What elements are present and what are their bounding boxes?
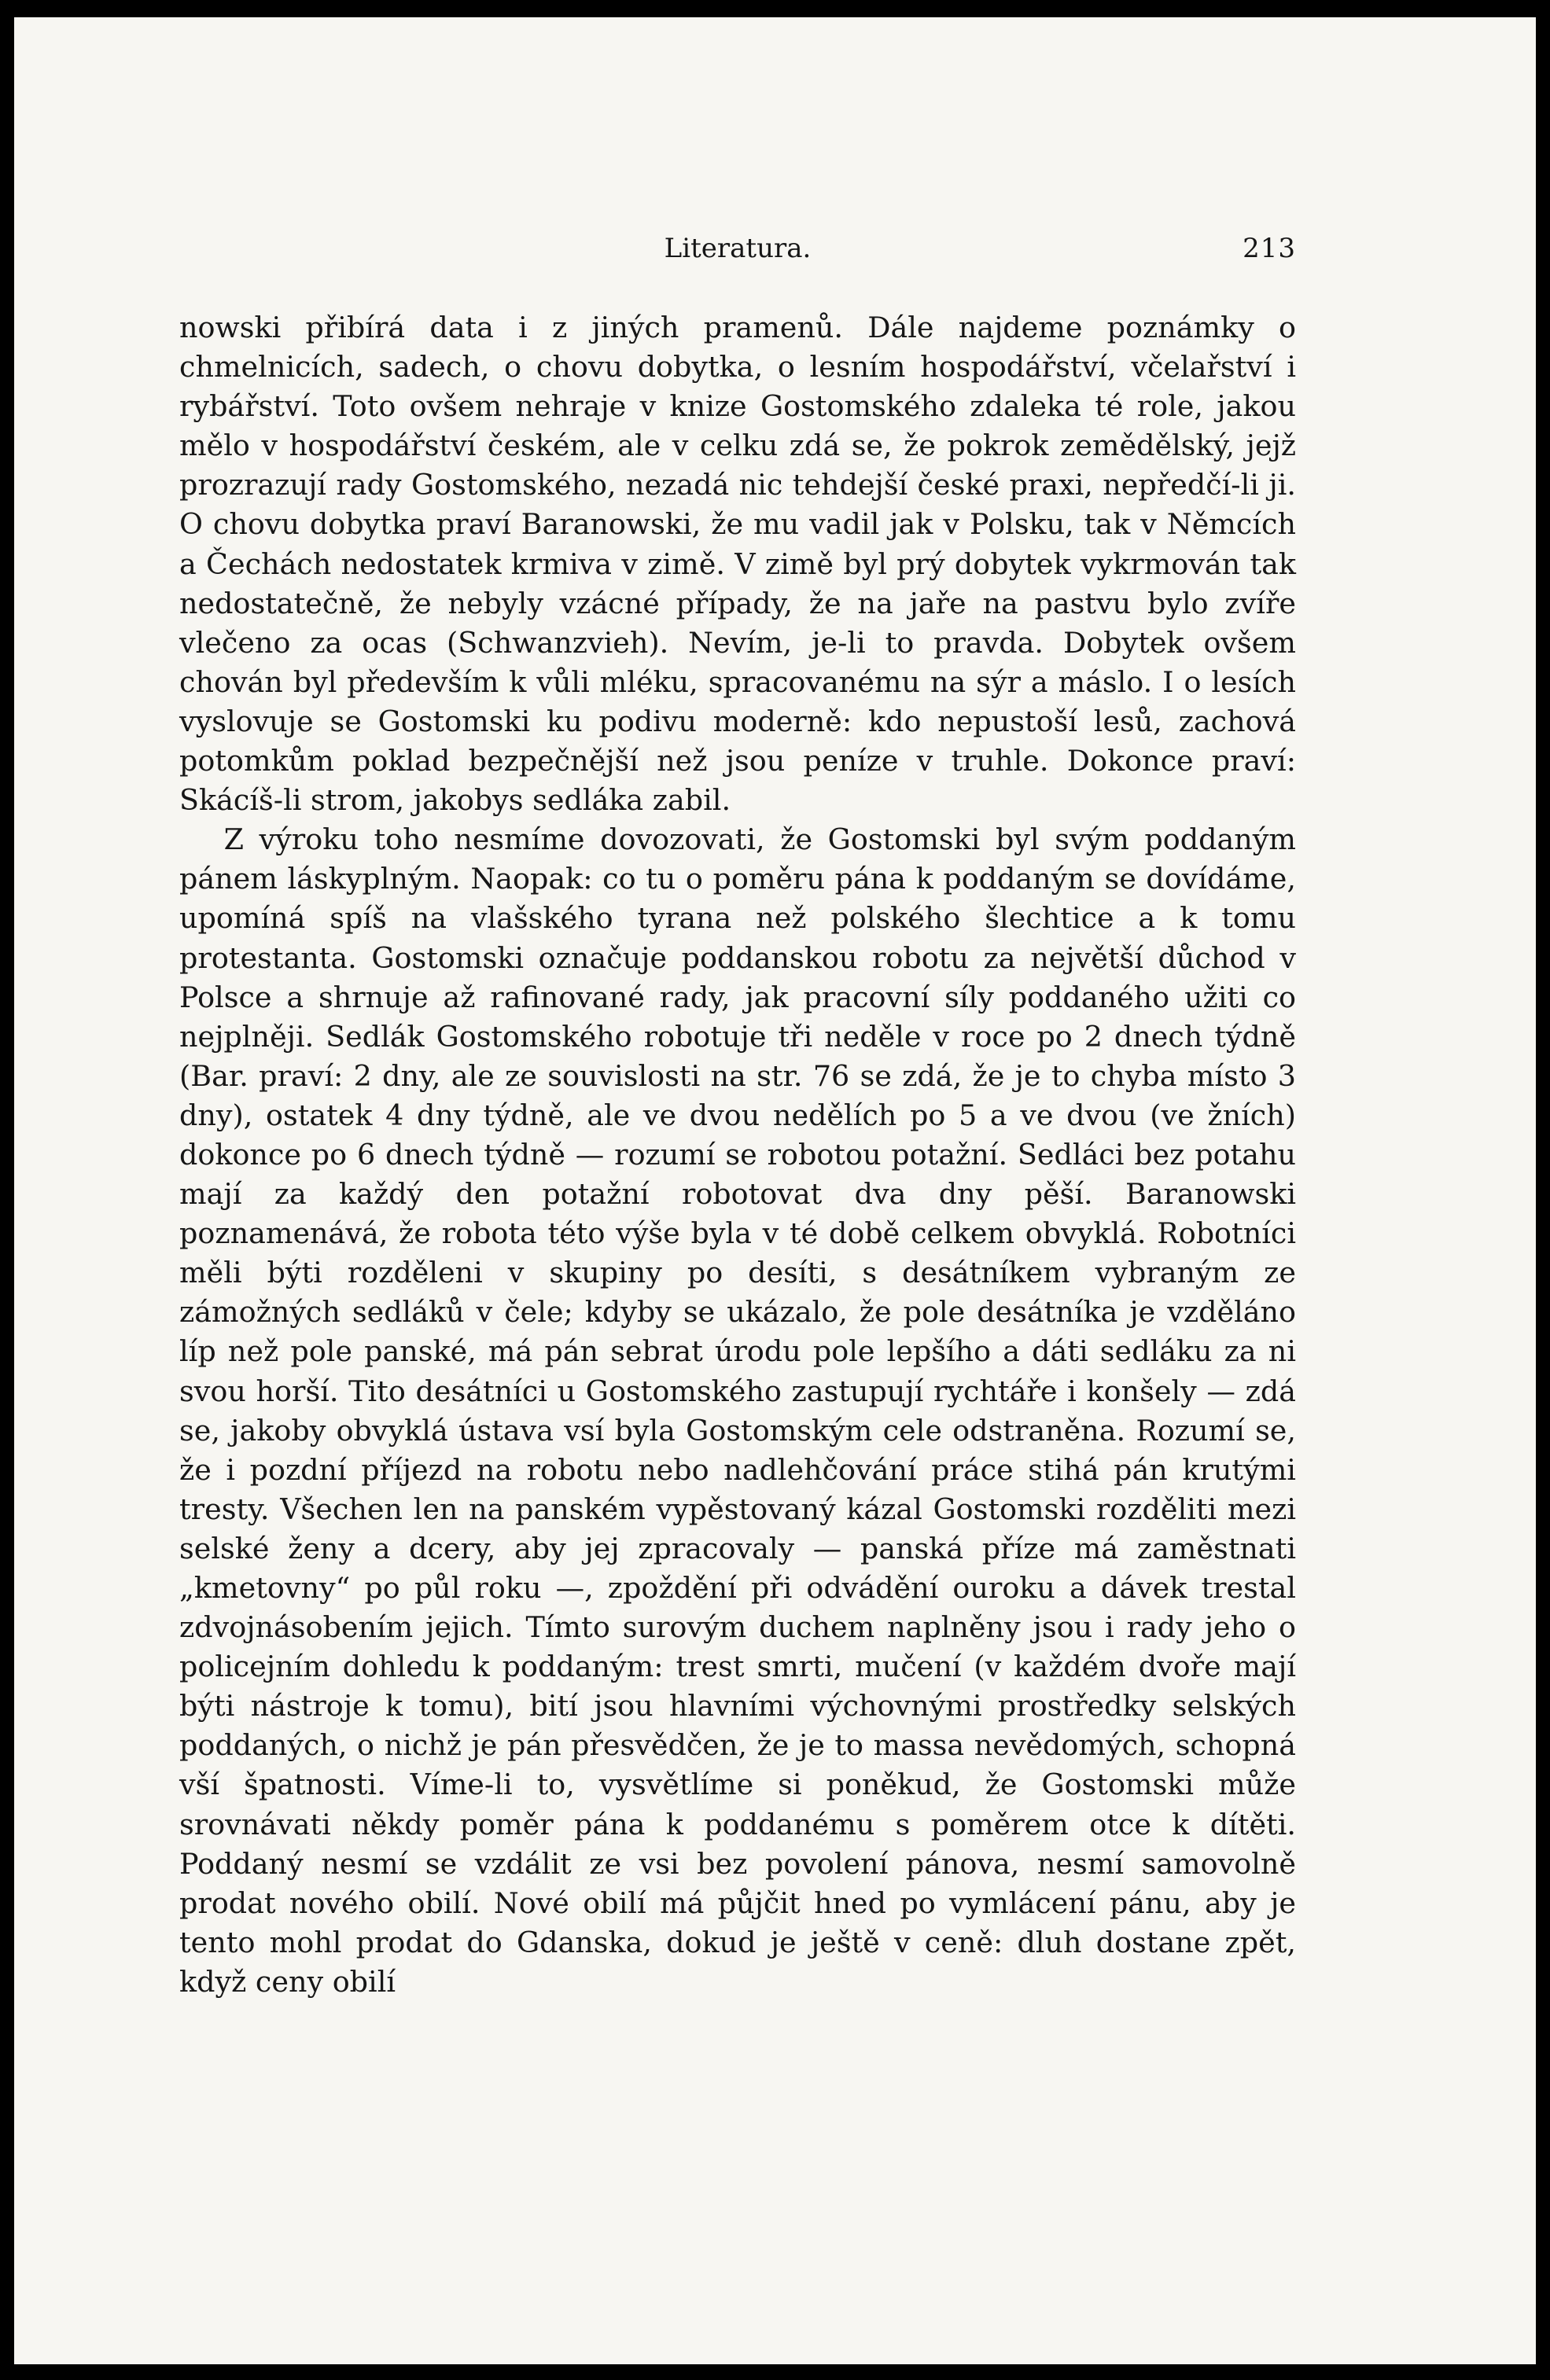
paragraph: Z výroku toho nesmíme dovozovati, že Gostomski byl svým poddaným pánem láskyplným. Naopak: co tu o poměru pána k poddaným se dovídáme, upomíná spíš na vlašského tyrana než polského šlechtice a k tomu protestanta. Gostomski označuje poddanskou robotu za největší důchod v Polsce a shrnuje až rafinované rady, jak pracovní síly poddaného užiti co nejplněji. Sedlák Gostomského robotuje tři neděle v roce po 2 dnech týdně (Bar. praví: 2 dny, ale ze souvislosti na str. 76 se zdá, že je to chyba místo 3 dny), ostatek 4 dny týdně, ale ve dvou nedělích po 5 a ve dvou (ve žních) dokonce po 6 dnech týdně — rozumí se robotou potažní. Sedláci bez potahu mají za každý den potažní robotovat dva dny pěší. Baranowski poznamenává, že robota této výše byla v té době celkem obvyklá. Robotníci měli býti rozděleni v skupiny po desíti, s desátníkem vybraným ze zámožných sedláků v čele; kdyby se ukázalo, že pole desátníka je vzděláno líp než pole panské, má pán sebrat úrodu pole lepšího a dáti sedláku za ni svou horší. Tito desátníci u Gostomského zastupují rychtáře i konšely — zdá se, jakoby obvyklá ústava vsí byla Gostomským cele odstraněna. Rozumí se, že i pozdní příjezd na robotu nebo nadlehčování práce stihá pán krutými tresty. Všechen len na panském vypěstovaný kázal Gostomski rozděliti mezi selské ženy a dcery, aby jej zpracovaly — panská příze má zaměstnati „kmetovny“ po půl roku —, zpoždění při odvádění ouroku a dávek trestal zdvojnásobením jejich. Tímto surovým duchem naplněny jsou i rady jeho o policejním dohledu k poddaným: trest smrti, mučení (v každém dvoře mají býti nástroje k tomu), bití jsou hlavními výchovnými prostředky selských poddaných, o nichž je pán přesvědčen, že je to massa nevědomých, schopná vší špatnosti. Víme-li to, vysvětlíme si poněkud, že Gostomski může srovnávati někdy poměr pána k poddanému s poměrem otce k dítěti. Poddaný nesmí se vzdálit ze vsi bez povolení pánova, nesmí samovolně prodat nového obilí. Nové obilí má půjčit hned po vymlácení pánu, aby je tento mohl prodat do Gdanska, dokud je ještě v ceně: dluh dostane zpět, když ceny obilí (179, 822, 1296, 1999)
book-page (14, 17, 1536, 2364)
paragraph: nowski přibírá data i z jiných pramenů. Dále najdeme poznámky o chmelnicích, sadech, o chovu dobytka, o lesním hospodářství, včelařství i rybářství. Toto ovšem nehraje v knize Gostomského zdaleka té role, jakou mělo v hospodářství českém, ale v celku zdá se, že pokrok zemědělský, jejž prozrazují rady Gostomského, nezadá nic tehdejší české praxi, nepředčí-li ji. O chovu dobytka praví Baranowski, že mu vadil jak v Polsku, tak v Němcích a Čechách nedostatek krmiva v zimě. V zimě byl prý dobytek vykrmován tak nedostatečně, že nebyly vzácné případy, že na jaře na pastvu bylo zvíře vlečeno za ocas (Schwanzvieh). Nevím, je-li to pravda. Dobytek ovšem chován byl především k vůli mléku, spracovanému na sýr a máslo. I o lesích vyslovuje se Gostomski ku podivu moderně: kdo nepustoší lesů, zachová potomkům poklad bezpečnější než jsou peníze v truhle. Dokonce praví: Skácíš-li strom, jakobys sedláka zabil. (179, 311, 1296, 818)
running-title: Literatura. (664, 233, 812, 264)
body-text (179, 308, 1296, 2002)
page-number: 213 (1243, 233, 1296, 264)
running-header (179, 223, 1296, 270)
